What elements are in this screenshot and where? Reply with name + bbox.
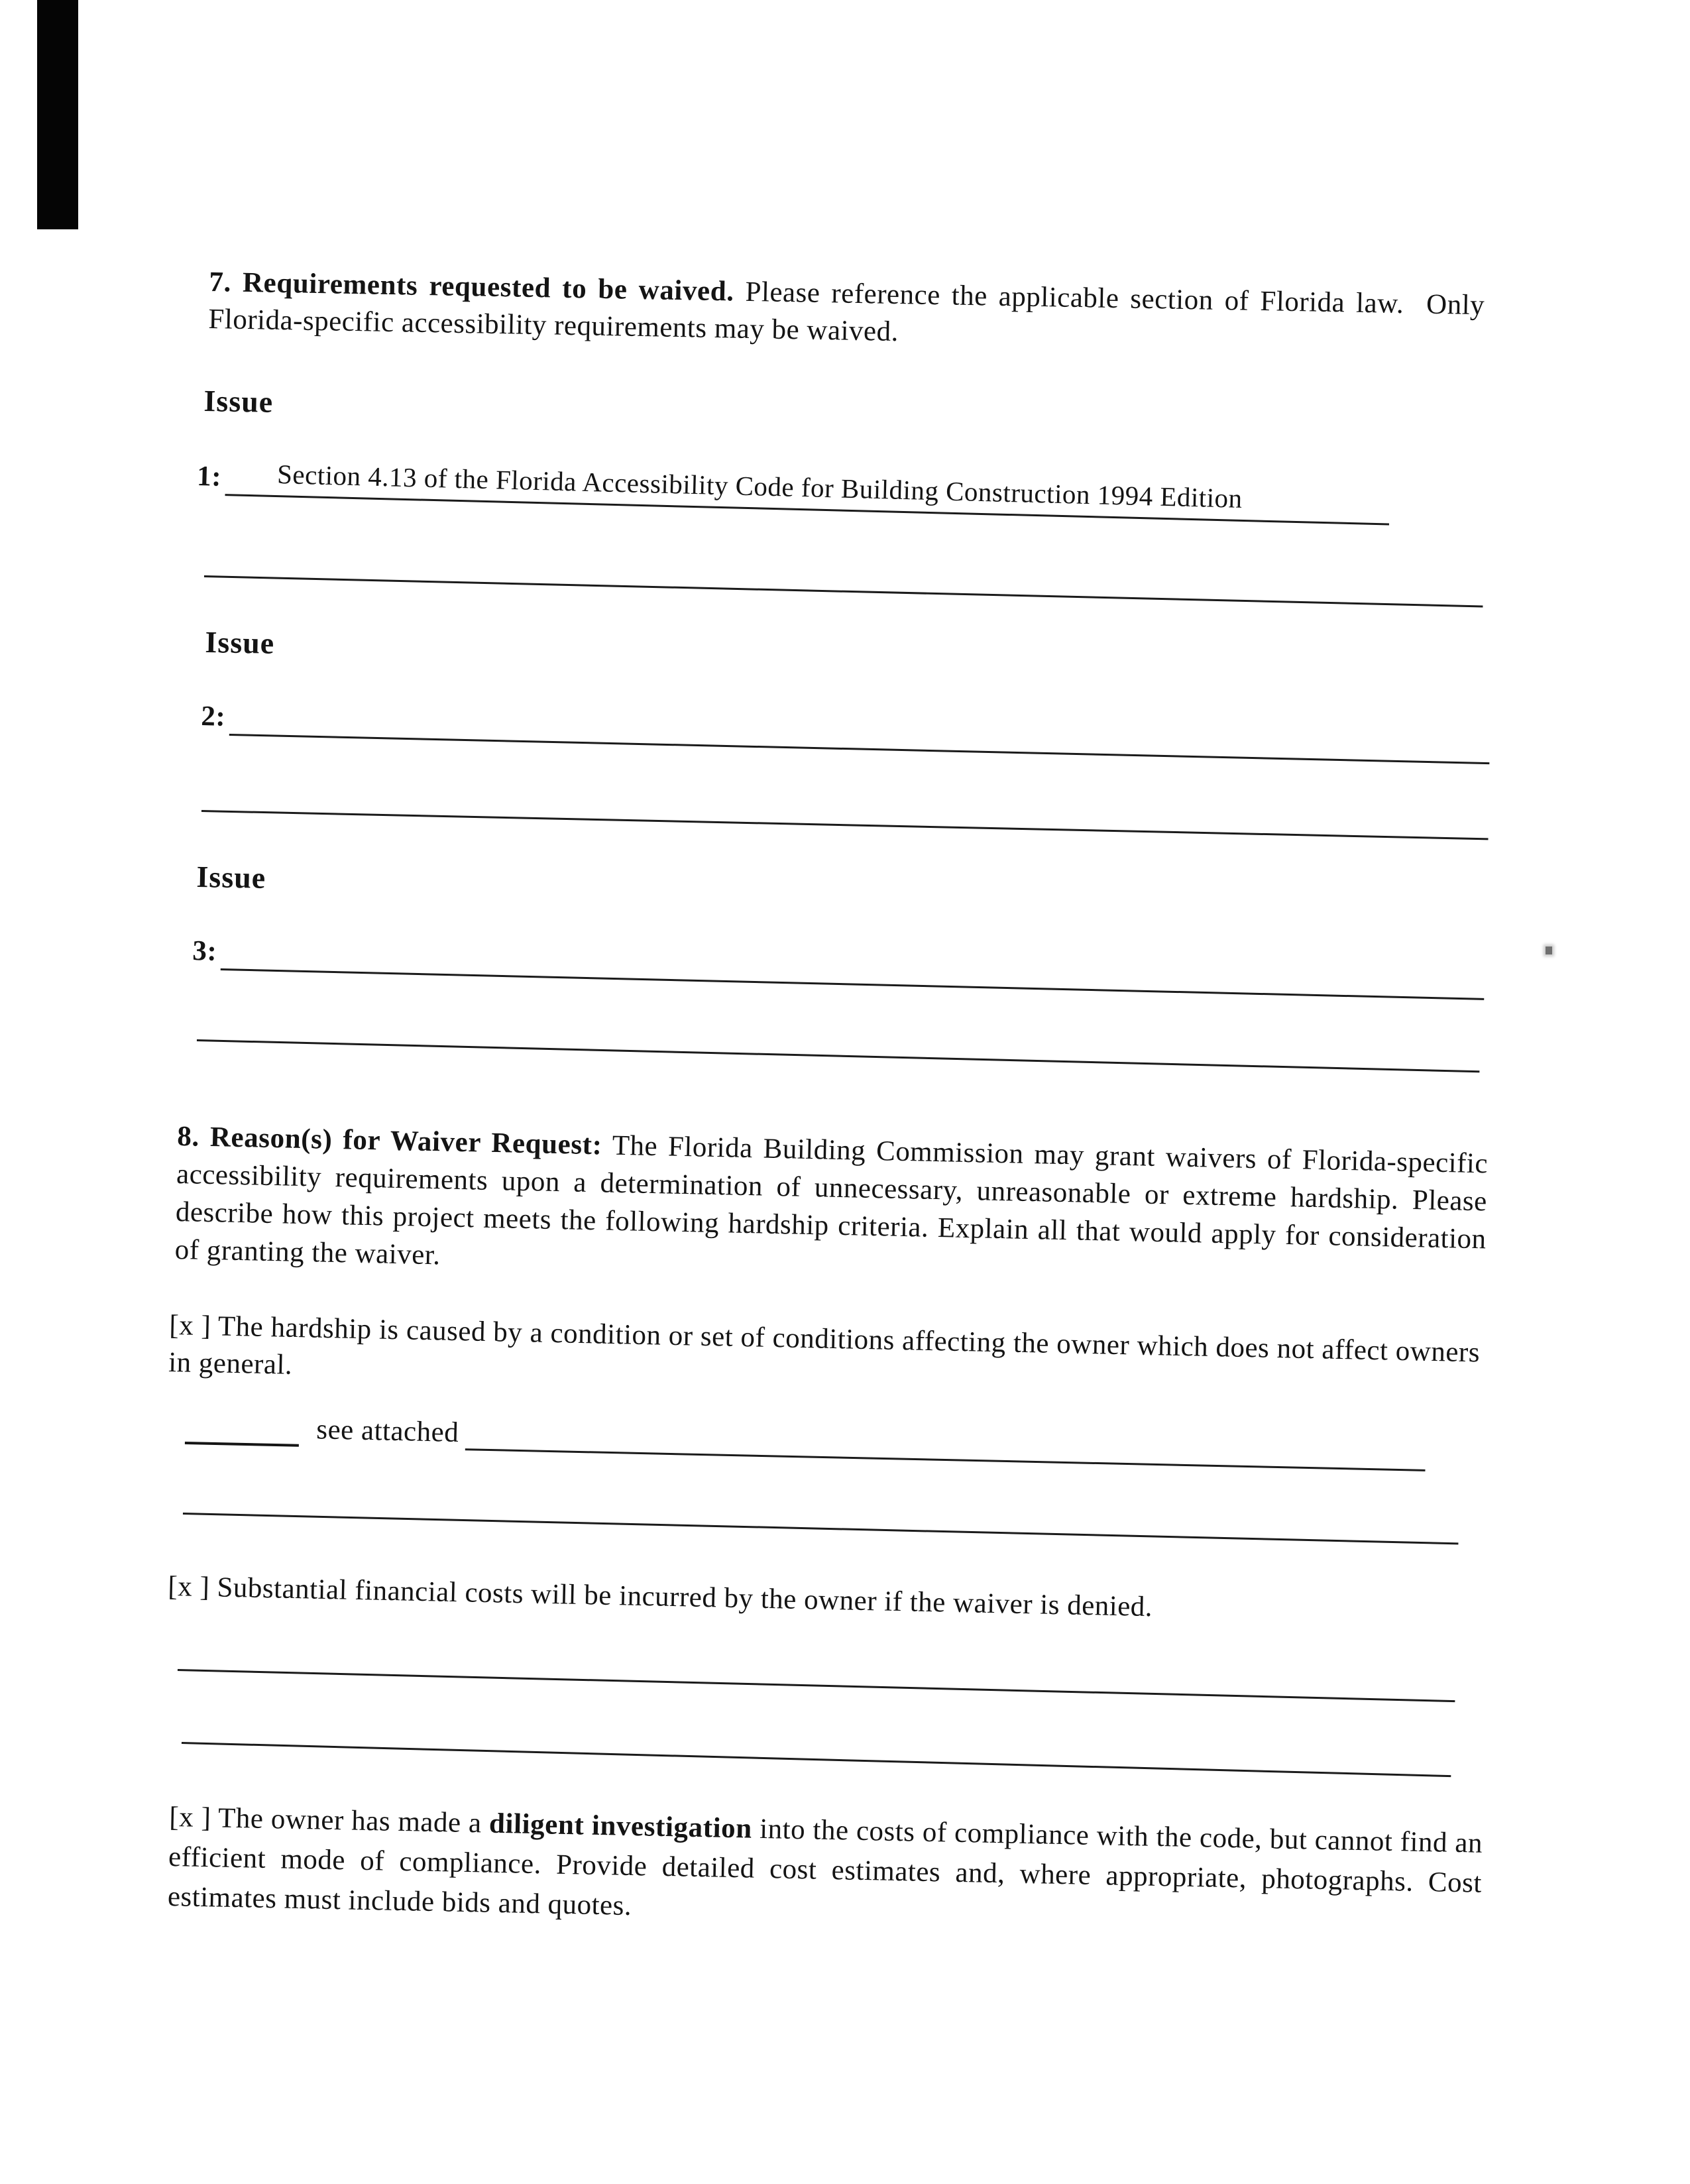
- criterion1-answer-text: see attached: [315, 1414, 459, 1448]
- criterion3-text-bold: diligent investigation: [488, 1808, 753, 1845]
- criterion3-text-pre: The owner has made a: [211, 1802, 490, 1839]
- section8-heading: 8. Reason(s) for Waiver Request:: [176, 1120, 603, 1161]
- answer-line-long-segment: [465, 1434, 1426, 1471]
- scan-speck: [1546, 947, 1552, 954]
- criterion2-checkbox: [x ]: [167, 1570, 210, 1603]
- criterion2-text: Substantial financial costs will be incurred by the owner if the waiver is denied.: [209, 1572, 1153, 1623]
- issue1-number: 1:: [196, 460, 222, 492]
- issue1-blank-line: [204, 575, 1483, 607]
- issue2-value-line: [229, 728, 1490, 764]
- issue3-label: Issue: [196, 859, 266, 895]
- issue2-label: Issue: [205, 624, 275, 660]
- criterion2-blank-line-2: [182, 1742, 1451, 1777]
- section8-body: The Florida Building Commission may grant waivers of Florida-specific accessibility requirements upon a determination of unnecessary, unreasonable or extreme hardship. Please describe how this project meets the following hardship criteria. Explain all that would apply for consideration of granting the waiver.: [174, 1129, 1489, 1271]
- issue2-row: [201, 700, 1491, 764]
- criterion1-text: The hardship is caused by a condition or set of conditions affecting the owner which does not affect owners in general.: [168, 1310, 1481, 1381]
- criterion1-paragraph: [168, 1307, 1481, 1408]
- criterion1-answer-row: [185, 1410, 1426, 1471]
- section7-heading: 7. Requirements requested to be waived.: [209, 266, 735, 308]
- criterion3-checkbox: [x ]: [168, 1801, 211, 1834]
- issue1-label: Issue: [203, 383, 274, 419]
- section7-paragraph: [208, 264, 1485, 361]
- criterion1-blank-line: [183, 1513, 1459, 1544]
- criterion2-paragraph: [168, 1568, 1487, 1633]
- issue2-blank-line: [201, 810, 1489, 840]
- criterion2-blank-line-1: [178, 1669, 1455, 1702]
- issue3-blank-line: [197, 1039, 1479, 1072]
- issue3-value-line: [221, 963, 1485, 1000]
- answer-line-short-segment: [185, 1432, 299, 1447]
- criterion3-paragraph: [167, 1798, 1483, 1943]
- criterion3-text-post: into the costs of compliance with the code, but cannot find an efficient mode of compliance. Provide detailed cost estimates and, where appropriate, photographs. Cost estimates must include bids and quotes.: [167, 1813, 1483, 1922]
- issue3-row: [192, 935, 1485, 1000]
- criterion1-checkbox: [x ]: [168, 1309, 211, 1342]
- scan-artifact-bar: [37, 0, 78, 229]
- issue1-value-line: Section 4.13 of the Florida Accessibility Code for Building Construction 1994 Edition: [225, 457, 1390, 525]
- section8-paragraph: [174, 1118, 1488, 1296]
- issue1-row: [197, 456, 1390, 526]
- issue2-number: 2:: [200, 700, 226, 732]
- section7-body: Please reference the applicable section of Florida law. Only Florida-specific accessibility requirements may be waived.: [208, 276, 1485, 348]
- issue3-number: 3:: [192, 935, 217, 967]
